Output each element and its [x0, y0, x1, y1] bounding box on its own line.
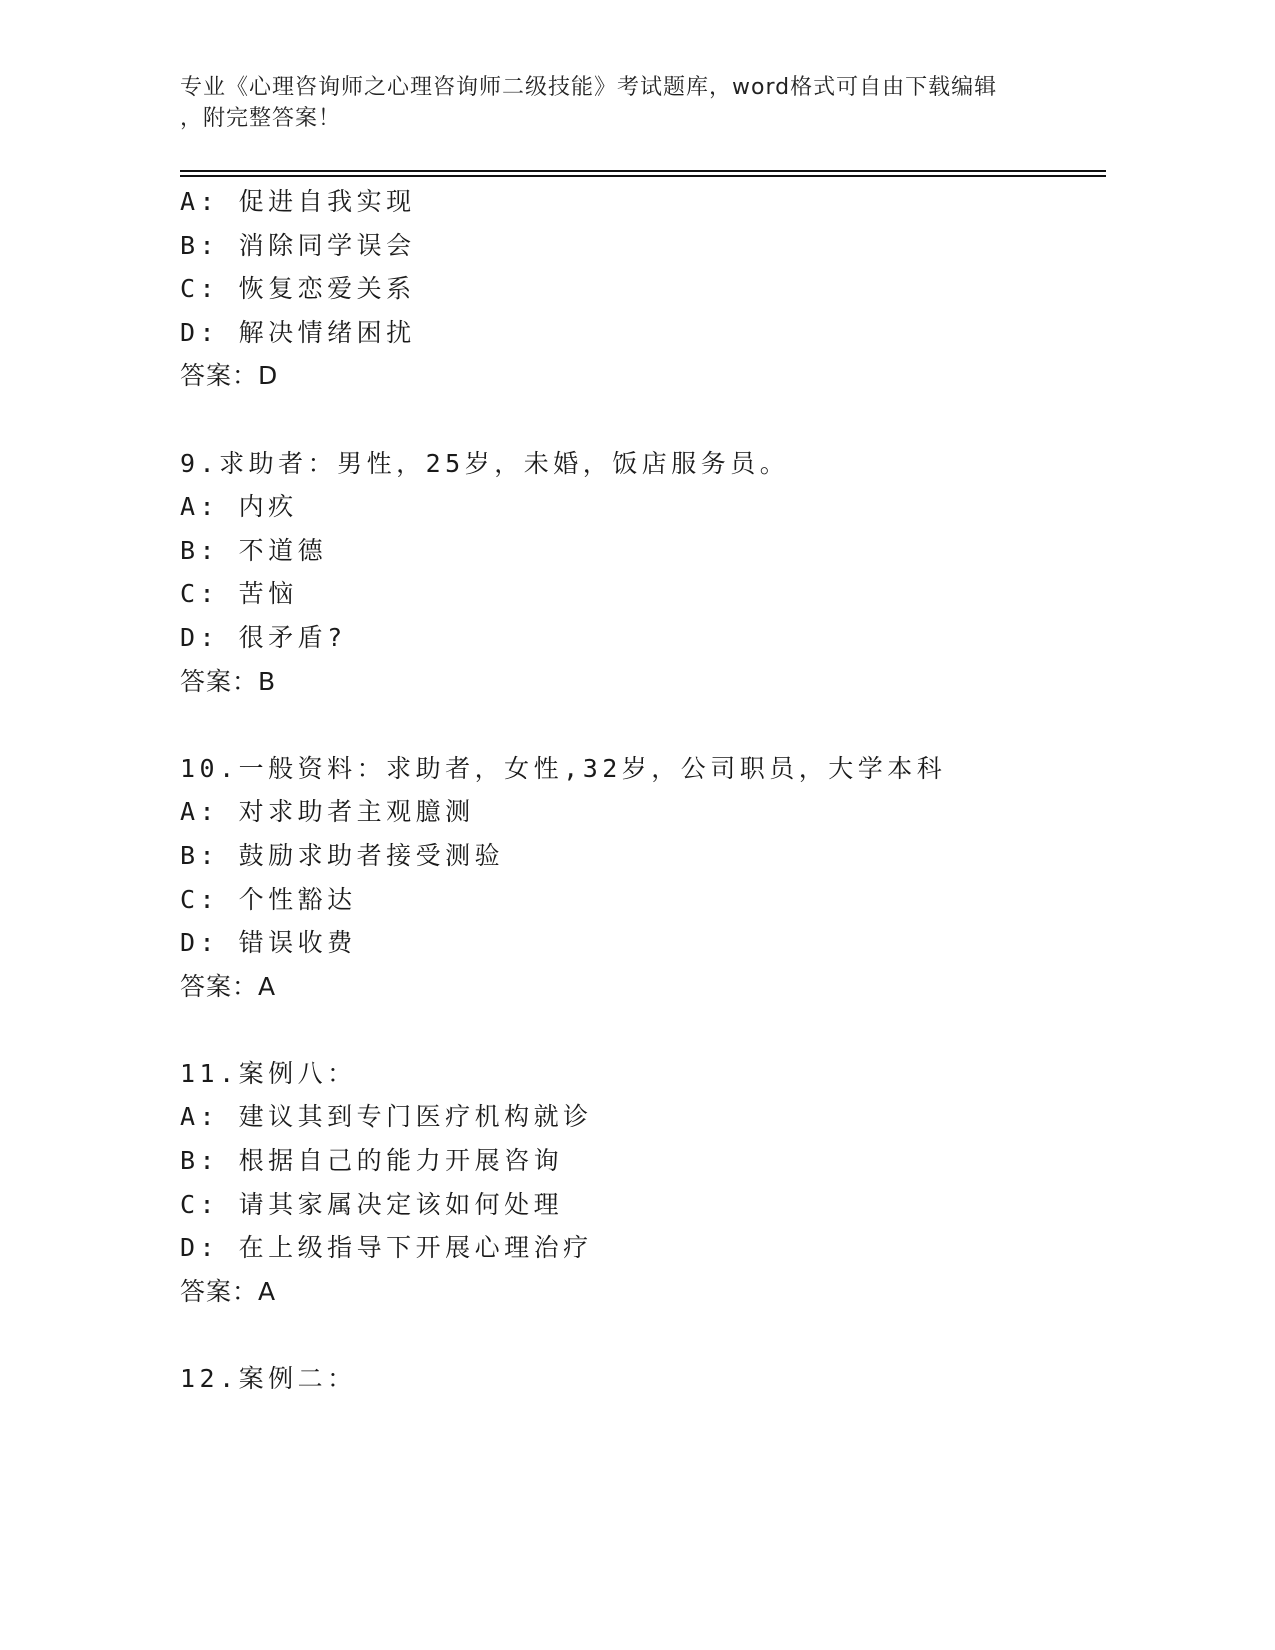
- question-list: [180, 180, 1100, 1401]
- option-a: A: 对求助者主观臆测: [180, 797, 475, 827]
- question-12-block: [180, 1357, 1100, 1401]
- header-rule-bottom: [180, 175, 1106, 177]
- spacer: [180, 1313, 1100, 1357]
- option-c: C: 苦恼: [180, 579, 298, 609]
- option-d: D: 解决情绪困扰: [180, 317, 416, 347]
- question-text: 11.案例八：: [180, 1058, 357, 1088]
- answer: 答案：A: [180, 971, 277, 1001]
- option-d: D: 在上级指导下开展心理治疗: [180, 1233, 593, 1263]
- question-10-block: [180, 747, 1100, 1009]
- question-9-block: [180, 442, 1100, 704]
- answer: 答案：D: [180, 361, 279, 391]
- option-a: A: 促进自我实现: [180, 187, 416, 216]
- question-text: 10.一般资料：求助者，女性,32岁，公司职员，大学本科: [180, 753, 947, 783]
- option-b: B: 根据自己的能力开展咨询: [180, 1146, 564, 1176]
- spacer: [180, 1008, 1100, 1052]
- option-d: D: 错误收费: [180, 928, 357, 958]
- header-line-2: ，附完整答案！: [180, 106, 342, 131]
- option-a: A: 内疚: [180, 492, 298, 522]
- option-d: D: 很矛盾?: [180, 622, 347, 652]
- document-header: [180, 72, 1060, 134]
- option-a: A: 建议其到专门医疗机构就诊: [180, 1102, 593, 1132]
- header-rule-top: [180, 170, 1106, 172]
- question-8-block: [180, 180, 1100, 398]
- header-line-1: 专业《心理咨询师之心理咨询师二级技能》考试题库，word格式可自由下载编辑: [180, 75, 998, 100]
- option-c: C: 请其家属决定该如何处理: [180, 1189, 564, 1219]
- question-11-block: [180, 1052, 1100, 1314]
- spacer: [180, 703, 1100, 747]
- answer: 答案：B: [180, 666, 277, 696]
- option-b: B: 不道德: [180, 535, 328, 565]
- option-b: B: 鼓励求助者接受测验: [180, 840, 505, 870]
- option-c: C: 恢复恋爱关系: [180, 274, 416, 304]
- answer: 答案：A: [180, 1276, 277, 1306]
- question-text: 9.求助者：男性，25岁，未婚，饭店服务员。: [180, 448, 790, 478]
- option-c: C: 个性豁达: [180, 884, 357, 914]
- spacer: [180, 398, 1100, 442]
- question-text: 12.案例二：: [180, 1364, 357, 1394]
- option-b: B: 消除同学误会: [180, 230, 416, 260]
